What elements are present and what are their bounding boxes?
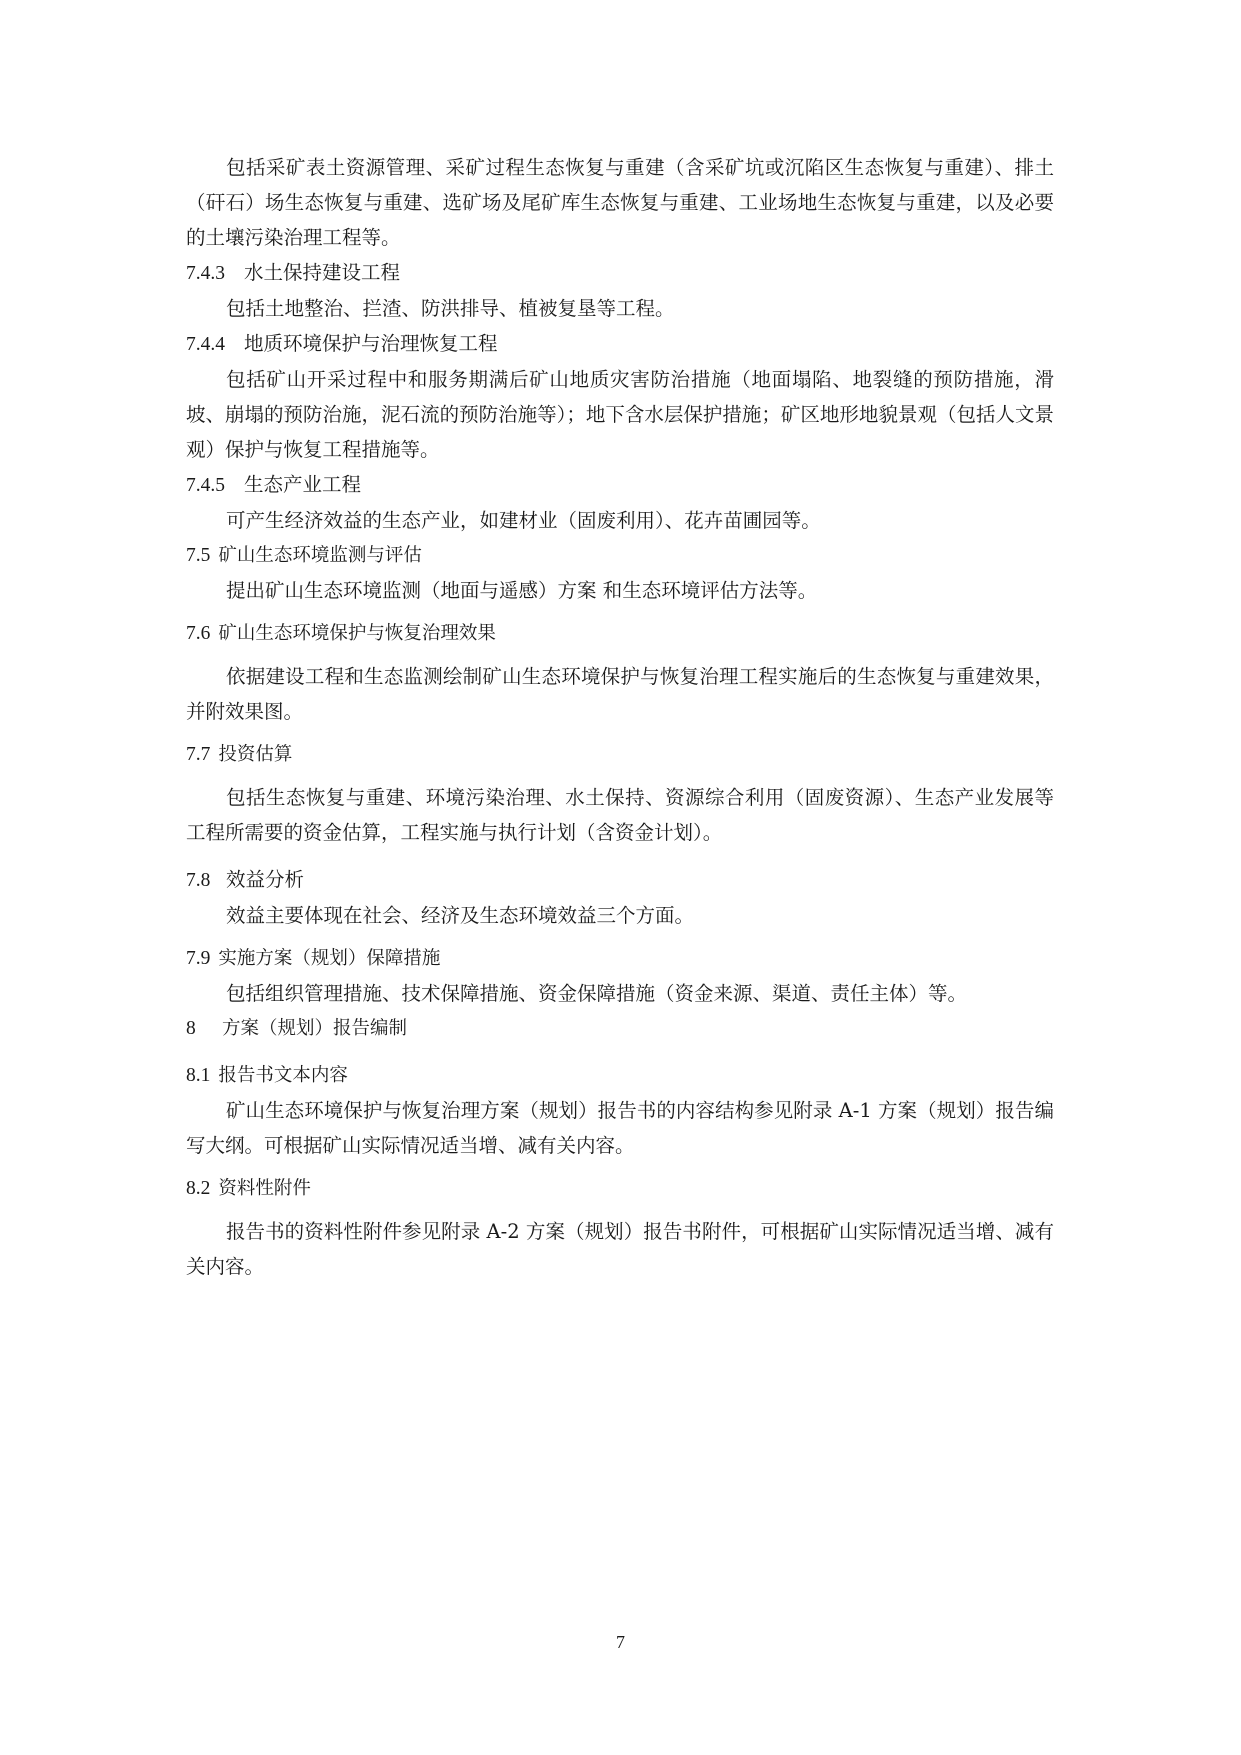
paragraph-soil-water: 包括土地整治、拦渣、防洪排导、植被复垦等工程。 <box>226 297 675 320</box>
section-number: 8.1 <box>186 1065 211 1086</box>
paragraph-investment: 包括生态恢复与重建、环境污染治理、水土保持、资源综合利用（固废资源）、生态产业发展等工程所需要的资金估算，工程实施与执行计划（含资金计划）。 <box>186 786 1054 844</box>
paragraph-eco-industry: 可产生经济效益的生态产业，如建材业（固废利用）、花卉苗圃园等。 <box>226 509 821 532</box>
section-heading-7-6 <box>186 616 1054 651</box>
paragraph-attachments: 报告书的资料性附件参见附录 A-2 方案（规划）报告书附件，可根据矿山实际情况适当增、减有关内容。 <box>186 1220 1054 1278</box>
section-title: 效益分析 <box>226 868 305 891</box>
paragraph-monitoring: 提出矿山生态环境监测（地面与遥感）方案 和生态环境评估方法等。 <box>226 579 818 602</box>
section-heading-7-7 <box>186 737 1054 772</box>
section-heading-7-8 <box>186 862 1054 898</box>
subheading-number: 7.4.3 <box>186 263 225 284</box>
page-number: 7 <box>616 1632 625 1652</box>
section-heading-7-9 <box>186 941 1054 976</box>
section-number: 7.9 <box>186 948 211 969</box>
section-number: 8.2 <box>186 1178 211 1199</box>
subheading-7-4-3 <box>186 255 1054 291</box>
section-number: 8 <box>186 1018 196 1039</box>
paragraph-safeguard: 包括组织管理措施、技术保障措施、资金保障措施（资金来源、渠道、责任主体）等。 <box>226 982 968 1005</box>
subheading-title: 生态产业工程 <box>244 473 362 496</box>
section-title: 报告书文本内容 <box>218 1065 348 1086</box>
section-number: 7.7 <box>186 744 211 765</box>
section-title: 矿山生态环境监测与评估 <box>218 545 422 566</box>
subheading-number: 7.4.4 <box>186 334 225 355</box>
section-heading-8-2 <box>186 1171 1054 1206</box>
subheading-7-4-4 <box>186 326 1054 362</box>
section-title: 投资估算 <box>218 744 293 765</box>
paragraph-geological: 包括矿山开采过程中和服务期满后矿山地质灾害防治措施（地面塌陷、地裂缝的预防措施，滑坡、崩塌的预防治施，泥石流的预防治施等）；地下含水层保护措施；矿区地形地貌景观（包括人文景观）保护与恢复工程措施等。 <box>186 368 1054 461</box>
section-number: 7.8 <box>186 870 211 891</box>
subheading-title: 水土保持建设工程 <box>244 261 401 284</box>
paragraph-benefit: 效益主要体现在社会、经济及生态环境效益三个方面。 <box>226 904 695 927</box>
document-body <box>186 150 1054 1284</box>
paragraph-ecological-restoration: 包括采矿表土资源管理、采矿过程生态恢复与重建（含采矿坑或沉陷区生态恢复与重建）、排土（矸石）场生态恢复与重建、选矿场及尾矿库生态恢复与重建、工业场地生态恢复与重建，以及必要的土壤污染治理工程等。 <box>186 156 1054 249</box>
paragraph-effect: 依据建设工程和生态监测绘制矿山生态环境保护与恢复治理工程实施后的生态恢复与重建效果，并附效果图。 <box>186 665 1054 723</box>
section-title: 资料性附件 <box>218 1178 311 1199</box>
section-number: 7.5 <box>186 545 211 566</box>
section-heading-8 <box>186 1011 1054 1046</box>
subheading-7-4-5 <box>186 467 1054 503</box>
section-heading-8-1 <box>186 1058 1054 1093</box>
section-title: 实施方案（规划）保障措施 <box>218 948 441 969</box>
subheading-title: 地质环境保护与治理恢复工程 <box>244 332 498 355</box>
paragraph-report-content: 矿山生态环境保护与恢复治理方案（规划）报告书的内容结构参见附录 A-1 方案（规划）报告编写大纲。可根据矿山实际情况适当增、减有关内容。 <box>186 1099 1054 1157</box>
section-heading-7-5 <box>186 538 1054 573</box>
subheading-number: 7.4.5 <box>186 475 225 496</box>
section-title: 矿山生态环境保护与恢复治理效果 <box>218 623 496 644</box>
section-title: 方案（规划）报告编制 <box>222 1018 408 1039</box>
section-number: 7.6 <box>186 623 211 644</box>
